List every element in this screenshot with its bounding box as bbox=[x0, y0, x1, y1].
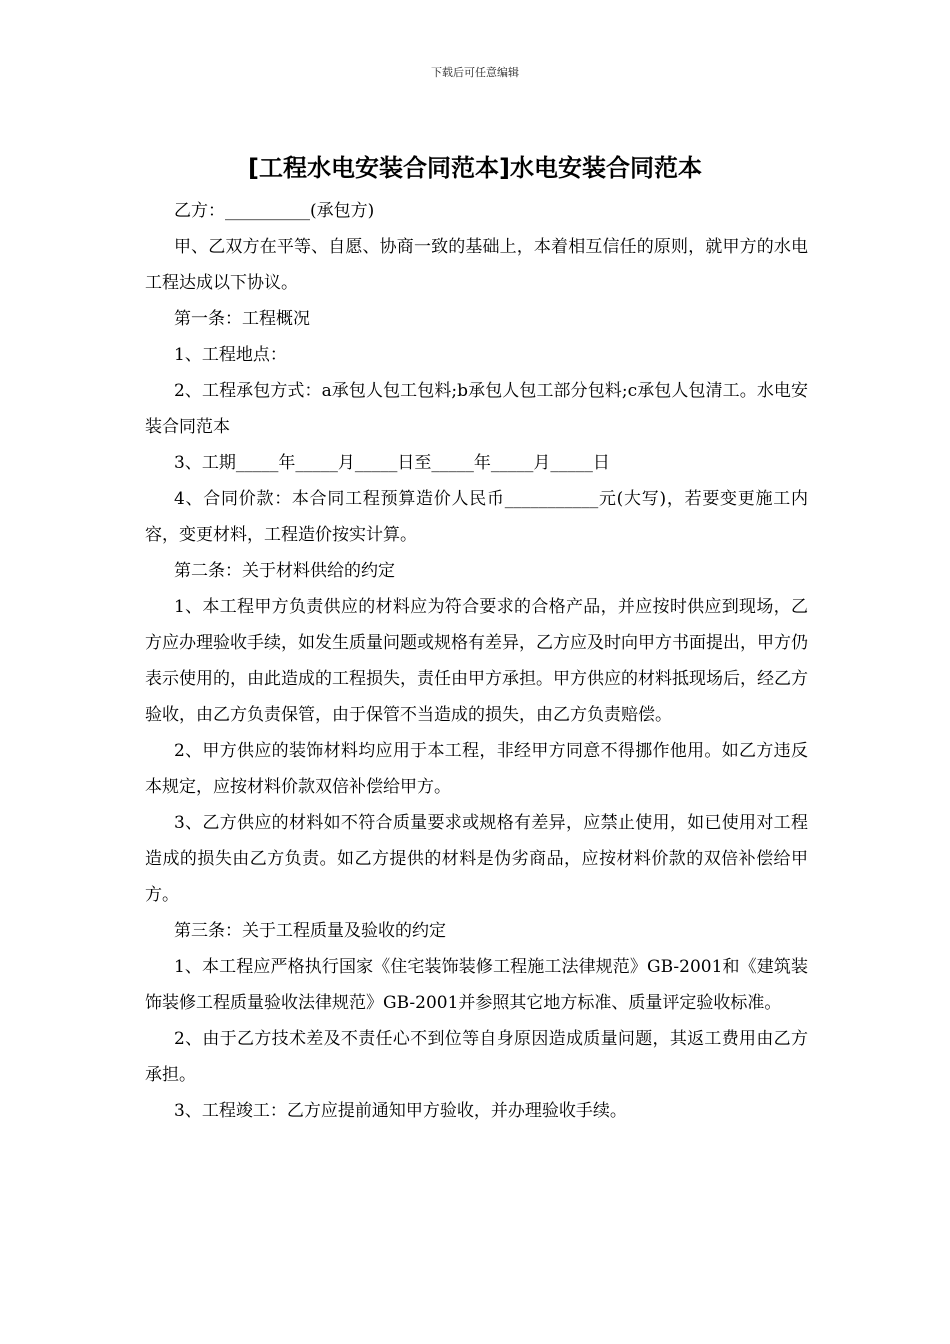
clause-3-2: 2、由于乙方技术差及不责任心不到位等自身原因造成质量问题，其返工费用由乙方承担。 bbox=[145, 1029, 808, 1085]
header-note: 下载后可任意编辑 bbox=[431, 66, 519, 79]
clause-1-3: 3、工期_____年_____月_____日至_____年_____月_____日 bbox=[174, 453, 610, 473]
clause-3-3: 3、工程竣工：乙方应提前通知甲方验收，并办理验收手续。 bbox=[174, 1101, 627, 1121]
preamble-paragraph: 甲、乙双方在平等、自愿、协商一致的基础上，本着相互信任的原则，就甲方的水电工程达成以下协议。 bbox=[145, 237, 808, 293]
article-3-heading: 第三条：关于工程质量及验收的约定 bbox=[174, 921, 446, 941]
clause-2-1: 1、本工程甲方负责供应的材料应为符合要求的合格产品，并应按时供应到现场，乙方应办理验收手续，如发生质量问题或规格有差异，乙方应及时向甲方书面提出，甲方仍表示使用的，由此造成的工程损失，责任由甲方承担。甲方供应的材料抵现场后，经乙方验收，由乙方负责保管，由于保管不当造成的损失，由乙方负责赔偿。 bbox=[145, 597, 808, 725]
clause-3-1: 1、本工程应严格执行国家《住宅装饰装修工程施工法律规范》GB-2001和《建筑装饰装修工程质量验收法律规范》GB-2001并参照其它地方标准、质量评定验收标准。 bbox=[145, 957, 808, 1013]
clause-2-2: 2、甲方供应的装饰材料均应用于本工程，非经甲方同意不得挪作他用。如乙方违反本规定，应按材料价款双倍补偿给甲方。 bbox=[145, 741, 808, 797]
clause-1-2: 2、工程承包方式：a承包人包工包料;b承包人包工部分包料;c承包人包清工。水电安装合同范本 bbox=[145, 381, 808, 437]
article-1-heading: 第一条：工程概况 bbox=[174, 309, 310, 329]
document-body bbox=[145, 193, 808, 1129]
document-title: [工程水电安装合同范本]水电安装合同范本 bbox=[248, 154, 702, 182]
article-2-heading: 第二条：关于材料供给的约定 bbox=[174, 561, 395, 581]
clause-1-1: 1、工程地点： bbox=[174, 345, 287, 365]
party-b-line: 乙方：__________(承包方) bbox=[174, 201, 375, 221]
clause-2-3: 3、乙方供应的材料如不符合质量要求或规格有差异，应禁止使用，如已使用对工程造成的损失由乙方负责。如乙方提供的材料是伪劣商品，应按材料价款的双倍补偿给甲方。 bbox=[145, 813, 808, 905]
clause-1-4: 4、合同价款：本合同工程预算造价人民币___________元(大写)，若要变更施工内容，变更材料，工程造价按实计算。 bbox=[145, 489, 808, 545]
